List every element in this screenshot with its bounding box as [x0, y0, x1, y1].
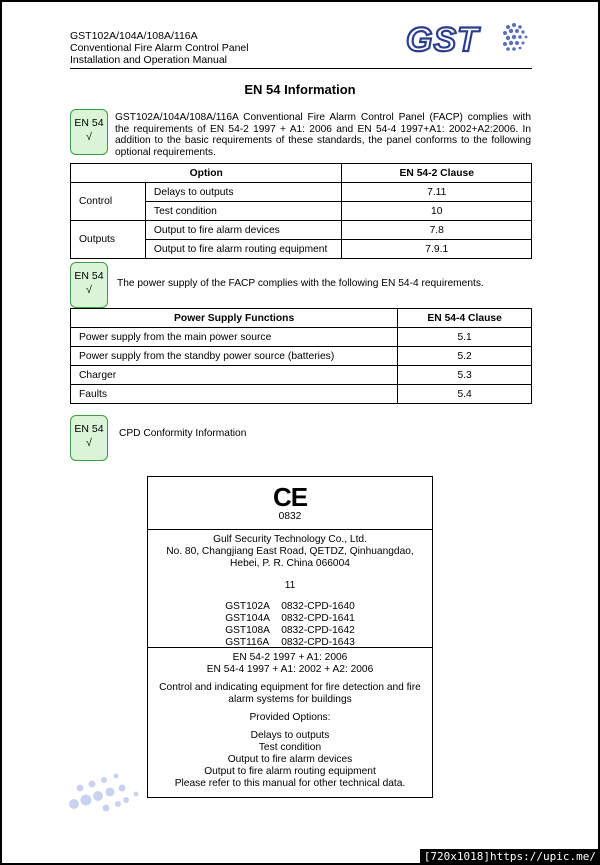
clause-cell: 5.2	[398, 347, 532, 366]
certificate-row: GST116A 0832-CPD-1643	[225, 637, 355, 648]
cpd-note: CPD Conformity Information	[119, 428, 247, 439]
product-description: Control and indicating equipment for fire detection and fire	[159, 682, 421, 693]
header-model: GST102A/104A/108A/116A	[70, 30, 198, 42]
document-header	[70, 30, 249, 66]
option-cell: Output to fire alarm routing equipment	[145, 240, 342, 259]
ce-mark-icon: CE	[272, 482, 308, 512]
option-cell: Delays to outputs	[145, 183, 342, 202]
clause-cell: 7.9.1	[342, 240, 532, 259]
check-icon: √	[86, 131, 92, 143]
table-header-row	[71, 309, 532, 328]
manual-page	[2, 2, 598, 863]
option-item: Output to fire alarm routing equipment	[204, 766, 376, 777]
reference-note: Please refer to this manual for other technical data.	[174, 778, 406, 789]
group-label: Outputs	[71, 221, 146, 259]
check-icon: √	[86, 437, 92, 449]
column-header: Option	[71, 164, 342, 183]
column-header: Power Supply Functions	[71, 309, 398, 328]
standard-line: EN 54-2 1997 + A1: 2006	[232, 652, 348, 663]
table-row	[71, 366, 532, 385]
clause-cell: 5.1	[398, 328, 532, 347]
section-divider	[148, 647, 432, 648]
intro-paragraph: GST102A/104A/108A/116A Conventional Fire Alarm Control Panel (FACP) complies with the requirements of EN 54-2 1997 + A1: 2006 and EN 54-4 1997+A1: 2002+A2:2006. In addition to the basic requirements of these standards, the panel conforms to the following optional requirements.	[115, 112, 531, 158]
table-row	[71, 183, 532, 202]
clause-cell: 7.11	[342, 183, 532, 202]
company-name: Gulf Security Technology Co., Ltd.	[213, 534, 367, 545]
table-row	[71, 385, 532, 404]
option-item: Output to fire alarm devices	[227, 754, 353, 765]
column-header: EN 54-4 Clause	[398, 309, 532, 328]
gst-logo	[404, 18, 532, 58]
header-product: Conventional Fire Alarm Control Panel	[70, 42, 249, 54]
table-row	[71, 347, 532, 366]
en54-badge	[70, 262, 108, 308]
section-divider	[148, 529, 432, 530]
en54-4-power-table	[70, 308, 532, 404]
table-header-row	[71, 164, 532, 183]
function-cell: Charger	[71, 366, 398, 385]
clause-cell: 7.8	[342, 221, 532, 240]
badge-label: EN 54	[74, 117, 104, 129]
option-cell: Output to fire alarm devices	[145, 221, 342, 240]
clause-cell: 5.4	[398, 385, 532, 404]
product-description: alarm systems for buildings	[228, 694, 352, 705]
clause-cell: 5.3	[398, 366, 532, 385]
table-row	[71, 221, 532, 240]
page-title: EN 54 Information	[244, 82, 356, 97]
image-size-watermark: [720x1018]https://upic.me/	[420, 849, 600, 865]
cpd-conformity-box	[147, 476, 433, 798]
certificate-row: GST108A 0832-CPD-1642	[225, 625, 355, 636]
header-manual: Installation and Operation Manual	[70, 54, 228, 66]
clause-cell: 10	[342, 202, 532, 221]
certificate-row: GST104A 0832-CPD-1641	[225, 613, 355, 624]
table-row	[71, 328, 532, 347]
badge-label: EN 54	[74, 270, 104, 282]
certificate-list	[225, 601, 355, 649]
header-rule	[70, 68, 532, 69]
provided-options-label: Provided Options:	[249, 712, 331, 723]
badge-label: EN 54	[74, 423, 104, 435]
check-icon: √	[86, 284, 92, 296]
gst-logo-text: GST	[406, 21, 479, 58]
function-cell: Power supply from the main power source	[71, 328, 398, 347]
decorative-dots	[66, 764, 150, 814]
en54-badge	[70, 415, 108, 461]
column-header: EN 54-2 Clause	[342, 164, 532, 183]
option-cell: Test condition	[145, 202, 342, 221]
address-line: Hebei, P. R. China 066004	[230, 558, 350, 569]
option-item: Delays to outputs	[250, 730, 330, 741]
group-label: Control	[71, 183, 146, 221]
en54-badge	[70, 109, 108, 155]
function-cell: Power supply from the standby power source (batteries)	[71, 347, 398, 366]
year-mark: 11	[284, 580, 296, 591]
function-cell: Faults	[71, 385, 398, 404]
option-item: Test condition	[258, 742, 322, 753]
notified-body-number: 0832	[278, 511, 302, 522]
en54-2-options-table	[70, 163, 532, 259]
power-note: The power supply of the FACP complies with the following EN 54-4 requirements.	[117, 278, 484, 289]
standard-line: EN 54-4 1997 + A1: 2002 + A2: 2006	[206, 664, 374, 675]
address-line: No. 80, Changjiang East Road, QETDZ, Qinhuangdao,	[166, 546, 414, 557]
certificate-row: GST102A 0832-CPD-1640	[225, 601, 355, 612]
